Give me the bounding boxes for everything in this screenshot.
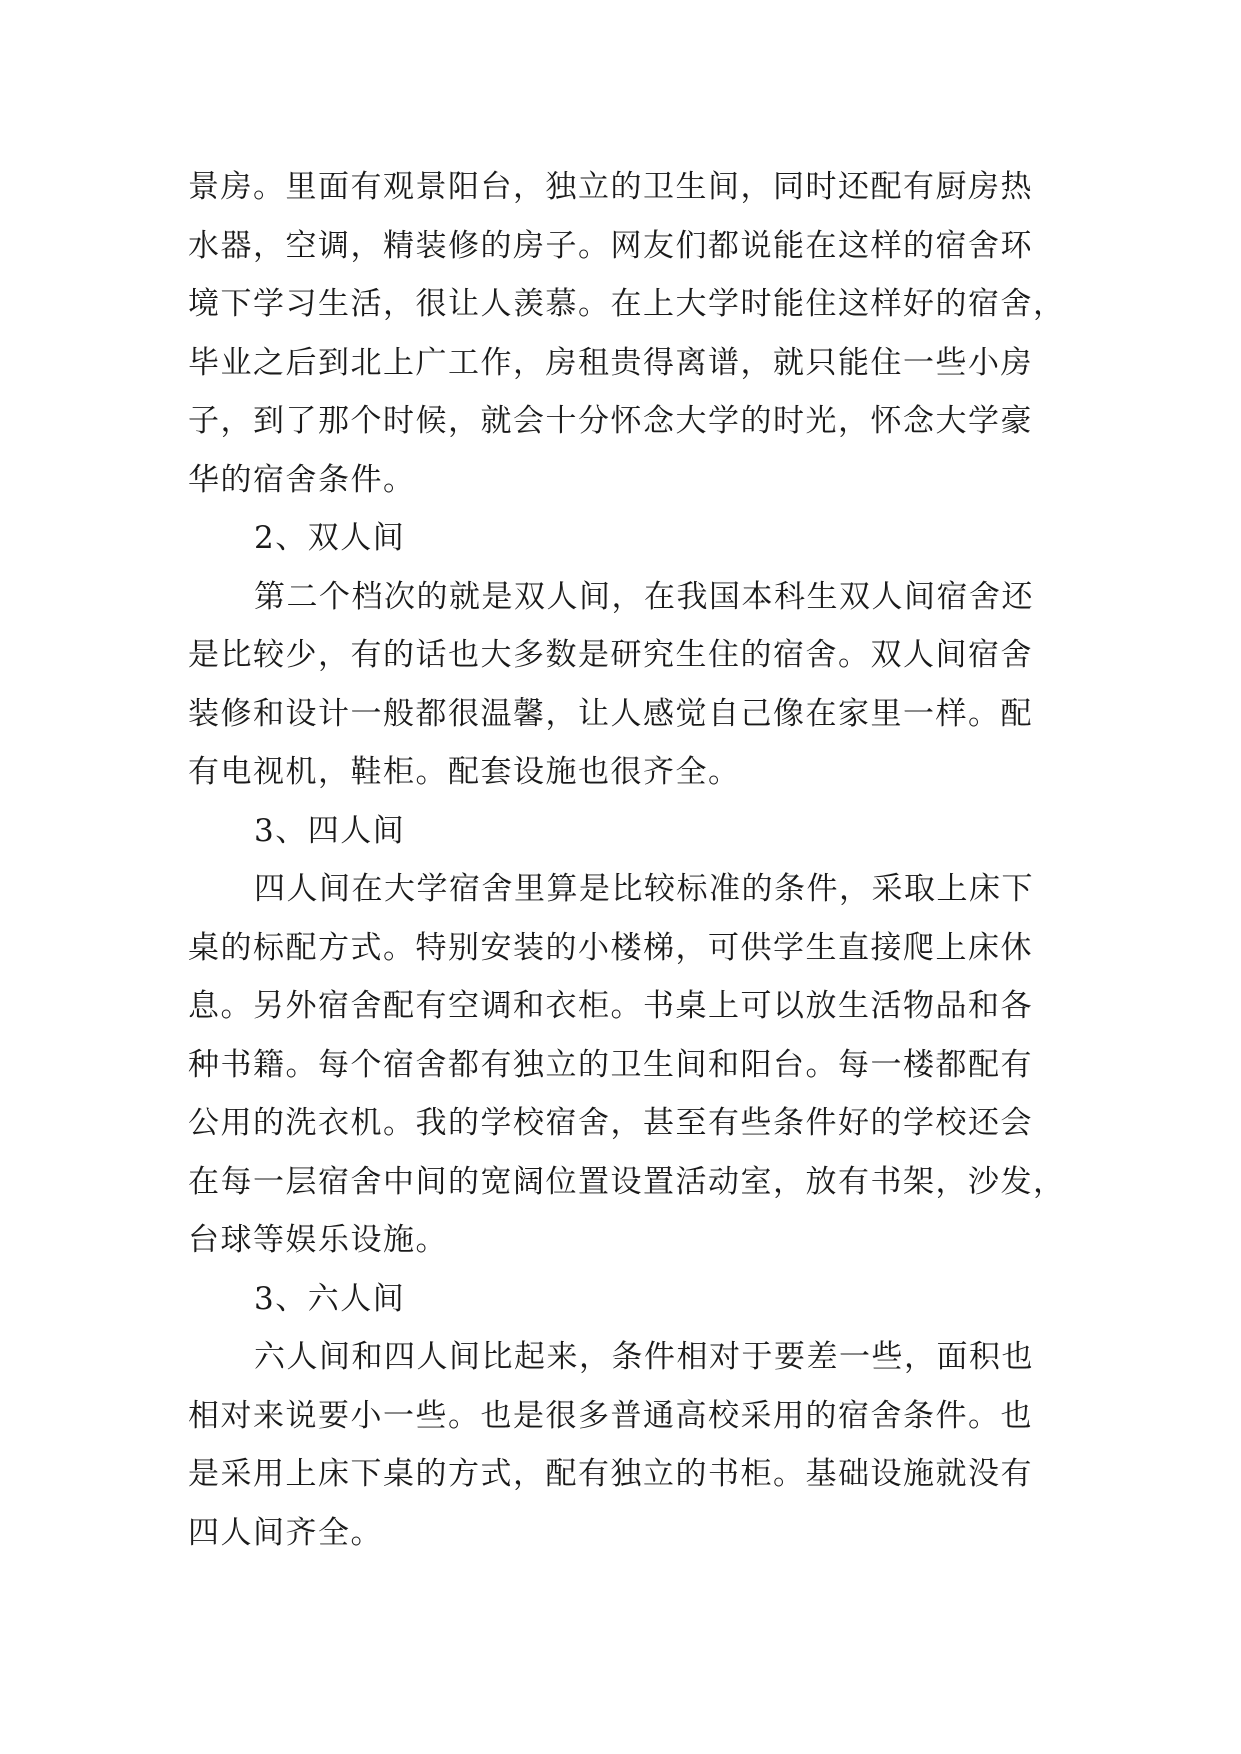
text-line: 装修和设计一般都很温馨，让人感觉自己像在家里一样。配: [188, 695, 1033, 732]
text-line: 四人间在大学宿舍里算是比较标准的条件，采取上床下: [254, 871, 1034, 907]
document-body: [188, 158, 1066, 1562]
text-line: 是比较少，有的话也大多数是研究生住的宿舍。双人间宿舍: [188, 637, 1033, 673]
section-heading-six-room: 3、六人间: [254, 1280, 406, 1317]
text-line: 公用的洗衣机。我的学校宿舍，甚至有些条件好的学校还会: [188, 1105, 1033, 1141]
text-line: 境下学习生活，很让人羡慕。在上大学时能住这样好的宿舍，: [188, 286, 1066, 322]
section-heading-double-room: 2、双人间: [254, 520, 406, 556]
text-line: 是采用上床下桌的方式，配有独立的书柜。基础设施就没有: [188, 1456, 1033, 1492]
text-line: 有电视机，鞋柜。配套设施也很齐全。: [188, 754, 741, 790]
text-line: 华的宿舍条件。: [188, 461, 416, 498]
text-line: 毕业之后到北上广工作，房租贵得离谱，就只能住一些小房: [188, 344, 1033, 381]
text-line: 四人间齐全。: [188, 1514, 383, 1551]
text-line: 台球等娱乐设施。: [188, 1222, 448, 1258]
text-line: 桌的标配方式。特别安装的小楼梯，可供学生直接爬上床休: [188, 929, 1033, 966]
text-line: 相对来说要小一些。也是很多普通高校采用的宿舍条件。也: [188, 1397, 1033, 1434]
text-line: 水器，空调，精装修的房子。网友们都说能在这样的宿舍环: [188, 227, 1033, 264]
text-line: 子，到了那个时候，就会十分怀念大学的时光，怀念大学豪: [188, 403, 1033, 439]
text-line: 种书籍。每个宿舍都有独立的卫生间和阳台。每一楼都配有: [188, 1046, 1033, 1083]
text-line: 景房。里面有观景阳台，独立的卫生间，同时还配有厨房热: [188, 169, 1033, 205]
text-line: 在每一层宿舍中间的宽阔位置设置活动室，放有书架，沙发，: [188, 1163, 1066, 1200]
text-line: 第二个档次的就是双人间，在我国本科生双人间宿舍还: [254, 578, 1034, 615]
text-line: 六人间和四人间比起来，条件相对于要差一些，面积也: [254, 1339, 1034, 1375]
section-heading-four-room: 3、四人间: [254, 812, 406, 849]
text-line: 息。另外宿舍配有空调和衣柜。书桌上可以放生活物品和各: [188, 988, 1033, 1024]
